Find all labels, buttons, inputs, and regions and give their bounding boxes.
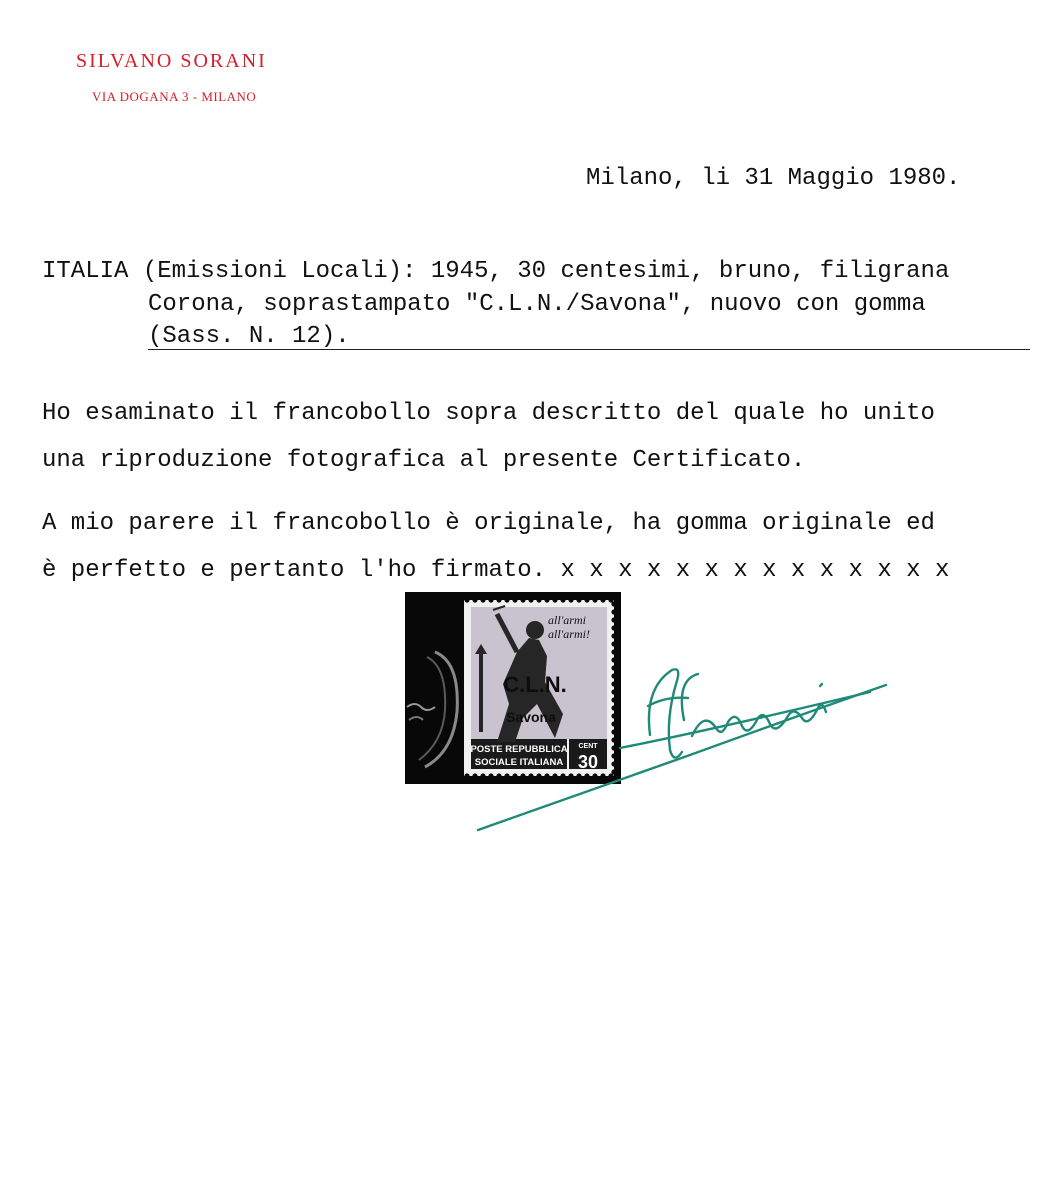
stamp-slogan-line-1: all'armi: [548, 613, 586, 627]
description-line-2: Corona, soprastampato "C.L.N./Savona", nuovo con gomma: [148, 291, 926, 318]
body-paragraph-2-line-1: A mio parere il francobollo è originale, ha gomma originale ed: [42, 510, 935, 537]
stamp-inscription-line-1: POSTE REPUBBLICA: [470, 744, 568, 755]
stamp-overprint-bottom: Savona: [506, 709, 556, 725]
body-paragraph-2-line-2: è perfetto e pertanto l'ho firmato. x x x x x x x x x x x x x x: [42, 557, 950, 584]
stamp-value-label: CENT: [578, 743, 598, 750]
stamp-value: 30: [577, 752, 599, 772]
stamp-overprint-top: C.L.N.: [503, 672, 567, 697]
date-line: Milano, li 31 Maggio 1980.: [586, 165, 961, 192]
letterhead-address: VIA DOGANA 3 - MILANO: [92, 89, 257, 104]
stamp-slogan-line-2: all'armi!: [548, 627, 590, 641]
letterhead-name: SILVANO SORANI: [76, 50, 267, 72]
body-paragraph-1-line-2: una riproduzione fotografica al presente Certificato.: [42, 447, 806, 474]
description-line-1: ITALIA (Emissioni Locali): 1945, 30 centesimi, bruno, filigrana: [42, 258, 950, 285]
handwritten-signature: [470, 640, 890, 840]
description-underline: [148, 349, 1030, 350]
body-paragraph-1-line-1: Ho esaminato il francobollo sopra descritto del quale ho unito: [42, 400, 935, 427]
description-line-3: (Sass. N. 12).: [148, 323, 350, 350]
stamp-inscription-line-2: SOCIALE ITALIANA: [474, 757, 564, 768]
